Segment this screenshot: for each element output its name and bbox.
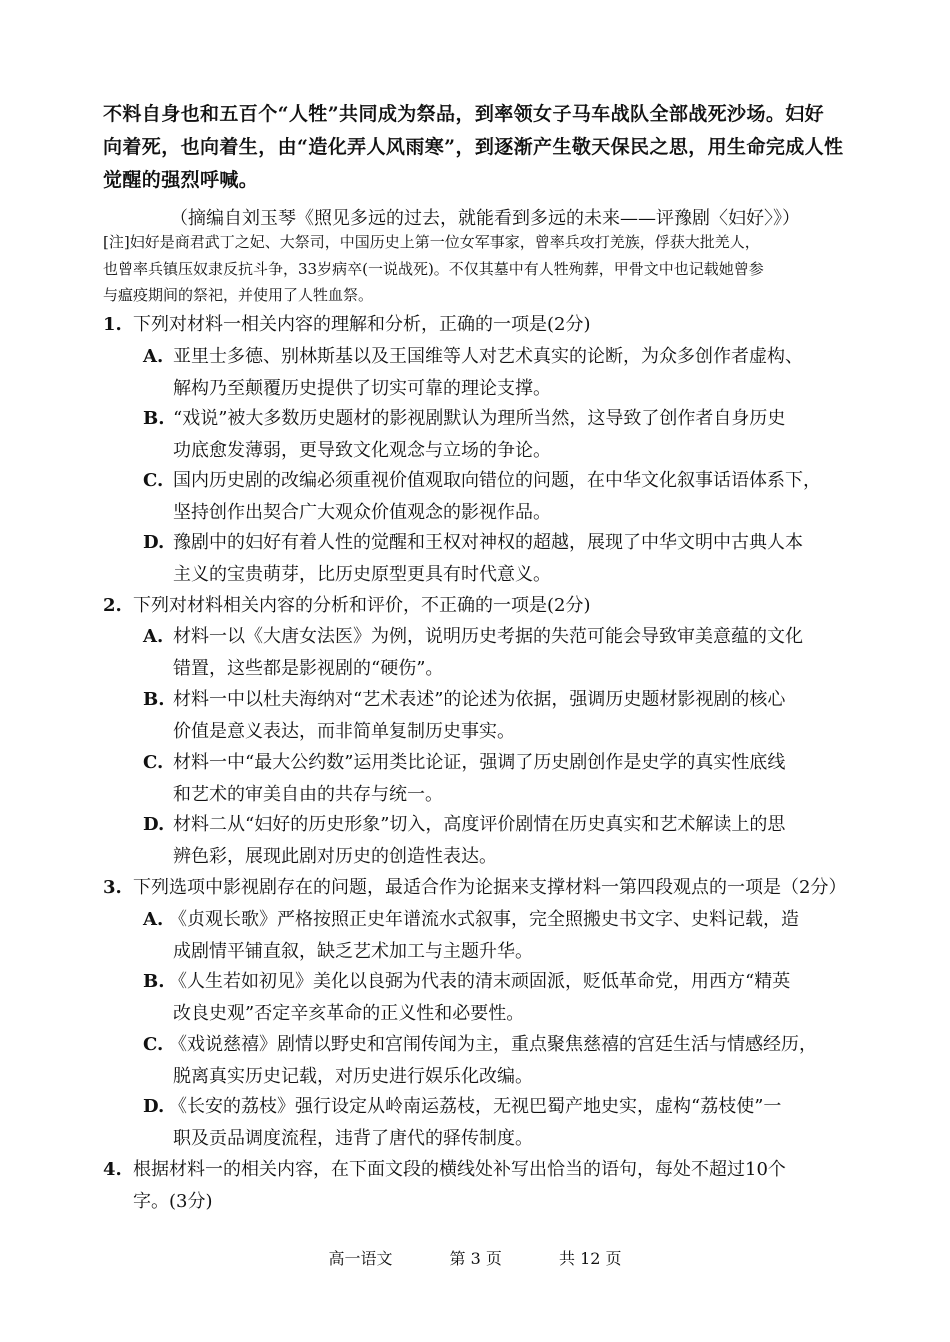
question-2-option-d[interactable]	[143, 809, 785, 873]
option-text: 《人生若如初见》美化以良弼为代表的清末顽固派，贬低革命党，用西方“精英	[169, 971, 791, 992]
intro-line: 觉醒的强烈呼喊。	[103, 169, 259, 191]
source-citation: （摘编自刘玉琴《照见多远的过去，就能看到多远的未来——评豫剧〈妇好〉》）	[170, 208, 800, 229]
option-letter: C.	[143, 470, 164, 491]
option-text: 材料一中以杜夫海纳对“艺术表述”的论述为依据，强调历史题材影视剧的核心	[173, 689, 786, 710]
note-line: [注]妇好是商君武丁之妃、大祭司，中国历史上第一位女军事家，曾率兵攻打羌族，俘获大批羌人，	[103, 233, 760, 251]
question-number: 1.	[103, 314, 122, 335]
note-line: 与瘟疫期间的祭祀，并使用了人牲血祭。	[103, 286, 374, 304]
option-letter: B.	[143, 408, 165, 429]
option-text: 豫剧中的妇好有着人性的觉醒和王权对神权的超越，展现了中华文明中古典人本	[173, 532, 803, 553]
question-2-option-b[interactable]	[143, 684, 785, 748]
option-text-cont: 辨色彩，展现此剧对历史的创造性表达。	[173, 846, 497, 867]
option-letter: B.	[143, 971, 165, 992]
question-2-stem	[103, 591, 591, 621]
intro-line: 不料自身也和五百个“人牲”共同成为祭品，到率领女子马车战队全部战死沙场。妇好	[103, 103, 825, 125]
option-text-cont: 解构乃至颠覆历史提供了切实可靠的理论支撑。	[173, 378, 551, 399]
footer-total-pages: 共 12 页	[559, 1249, 622, 1268]
question-4-stem-cont: 字。(3分)	[133, 1191, 213, 1212]
question-number: 3.	[103, 877, 122, 898]
option-letter: A.	[143, 626, 164, 647]
question-text: 根据材料一的相关内容，在下面文段的横线处补写出恰当的语句，每处不超过10个	[133, 1159, 786, 1180]
option-text: 《贞观长歌》严格按照正史年谱流水式叙事，完全照搬史书文字、史料记载，造	[169, 909, 799, 930]
question-2-option-a[interactable]	[143, 621, 803, 685]
option-text: 《戏说慈禧》剧情以野史和宫闱传闻为主，重点聚焦慈禧的宫廷生活与情感经历，	[169, 1034, 817, 1055]
option-text-cont: 功底愈发薄弱，更导致文化观念与立场的争论。	[173, 440, 551, 461]
question-3-option-d[interactable]	[143, 1091, 781, 1155]
option-text: 国内历史剧的改编必须重视价值观取向错位的问题，在中华文化叙事话语体系下，	[173, 470, 821, 491]
question-2-option-c[interactable]	[143, 747, 785, 811]
question-3-stem	[103, 873, 846, 903]
option-letter: B.	[143, 689, 165, 710]
note-line: 也曾率兵镇压奴隶反抗斗争，33岁病卒(一说战死)。不仅其墓中有人牲殉葬，甲骨文中也记载她曾参	[103, 260, 764, 278]
question-1-option-b[interactable]	[143, 403, 785, 467]
question-1-stem	[103, 310, 591, 340]
footer-page-number: 第 3 页	[449, 1249, 502, 1268]
option-letter: D.	[143, 814, 165, 835]
question-number: 2.	[103, 595, 122, 616]
question-text: 下列选项中影视剧存在的问题，最适合作为论据来支撑材料一第四段观点的一项是（2分）	[133, 877, 847, 898]
option-letter: A.	[143, 909, 164, 930]
question-text: 下列对材料相关内容的分析和评价，不正确的一项是(2分)	[133, 595, 591, 616]
question-1-option-d[interactable]	[143, 527, 803, 591]
option-letter: A.	[143, 346, 164, 367]
option-text-cont: 价值是意义表达，而非简单复制历史事实。	[173, 721, 515, 742]
option-text-cont: 错置，这些都是影视剧的“硬伤”。	[173, 658, 444, 679]
question-1-option-a[interactable]	[143, 341, 803, 405]
option-text-cont: 职及贡品调度流程，违背了唐代的驿传制度。	[173, 1128, 533, 1149]
question-1-option-c[interactable]	[143, 465, 821, 529]
question-text: 下列对材料一相关内容的理解和分析，正确的一项是(2分)	[133, 314, 591, 335]
question-3-option-a[interactable]	[143, 904, 799, 968]
page-footer	[0, 1246, 950, 1269]
option-text: 材料一以《大唐女法医》为例，说明历史考据的失范可能会导致审美意蕴的文化	[173, 626, 803, 647]
option-text: 材料一中“最大公约数”运用类比论证，强调了历史剧创作是史学的真实性底线	[173, 752, 786, 773]
question-number: 4.	[103, 1159, 122, 1180]
question-3-option-b[interactable]	[143, 966, 790, 1030]
option-text: “戏说”被大多数历史题材的影视剧默认为理所当然，这导致了创作者自身历史	[173, 408, 786, 429]
option-text-cont: 脱离真实历史记载，对历史进行娱乐化改编。	[173, 1066, 533, 1087]
option-letter: C.	[143, 1034, 164, 1055]
option-text-cont: 成剧情平铺直叙，缺乏艺术加工与主题升华。	[173, 941, 533, 962]
question-4-stem	[103, 1155, 786, 1185]
option-text: 亚里士多德、别林斯基以及王国维等人对艺术真实的论断，为众多创作者虚构、	[173, 346, 803, 367]
footer-subject: 高一语文	[328, 1249, 393, 1268]
option-text-cont: 坚持创作出契合广大观众价值观念的影视作品。	[173, 502, 551, 523]
option-letter: D.	[143, 1096, 165, 1117]
option-text-cont: 主义的宝贵萌芽，比历史原型更具有时代意义。	[173, 564, 551, 585]
option-text: 《长安的荔枝》强行设定从岭南运荔枝，无视巴蜀产地史实，虚构“荔枝使”一	[169, 1096, 782, 1117]
option-letter: D.	[143, 532, 165, 553]
question-3-option-c[interactable]	[143, 1029, 817, 1093]
option-text-cont: 和艺术的审美自由的共存与统一。	[173, 784, 443, 805]
intro-line: 向着死，也向着生，由“造化弄人风雨寒”，到逐渐产生敬天保民之思，用生命完成人性	[103, 136, 844, 158]
option-text-cont: 改良史观”否定辛亥革命的正义性和必要性。	[173, 1003, 525, 1024]
option-letter: C.	[143, 752, 164, 773]
option-text: 材料二从“妇好的历史形象”切入，高度评价剧情在历史真实和艺术解读上的思	[173, 814, 786, 835]
